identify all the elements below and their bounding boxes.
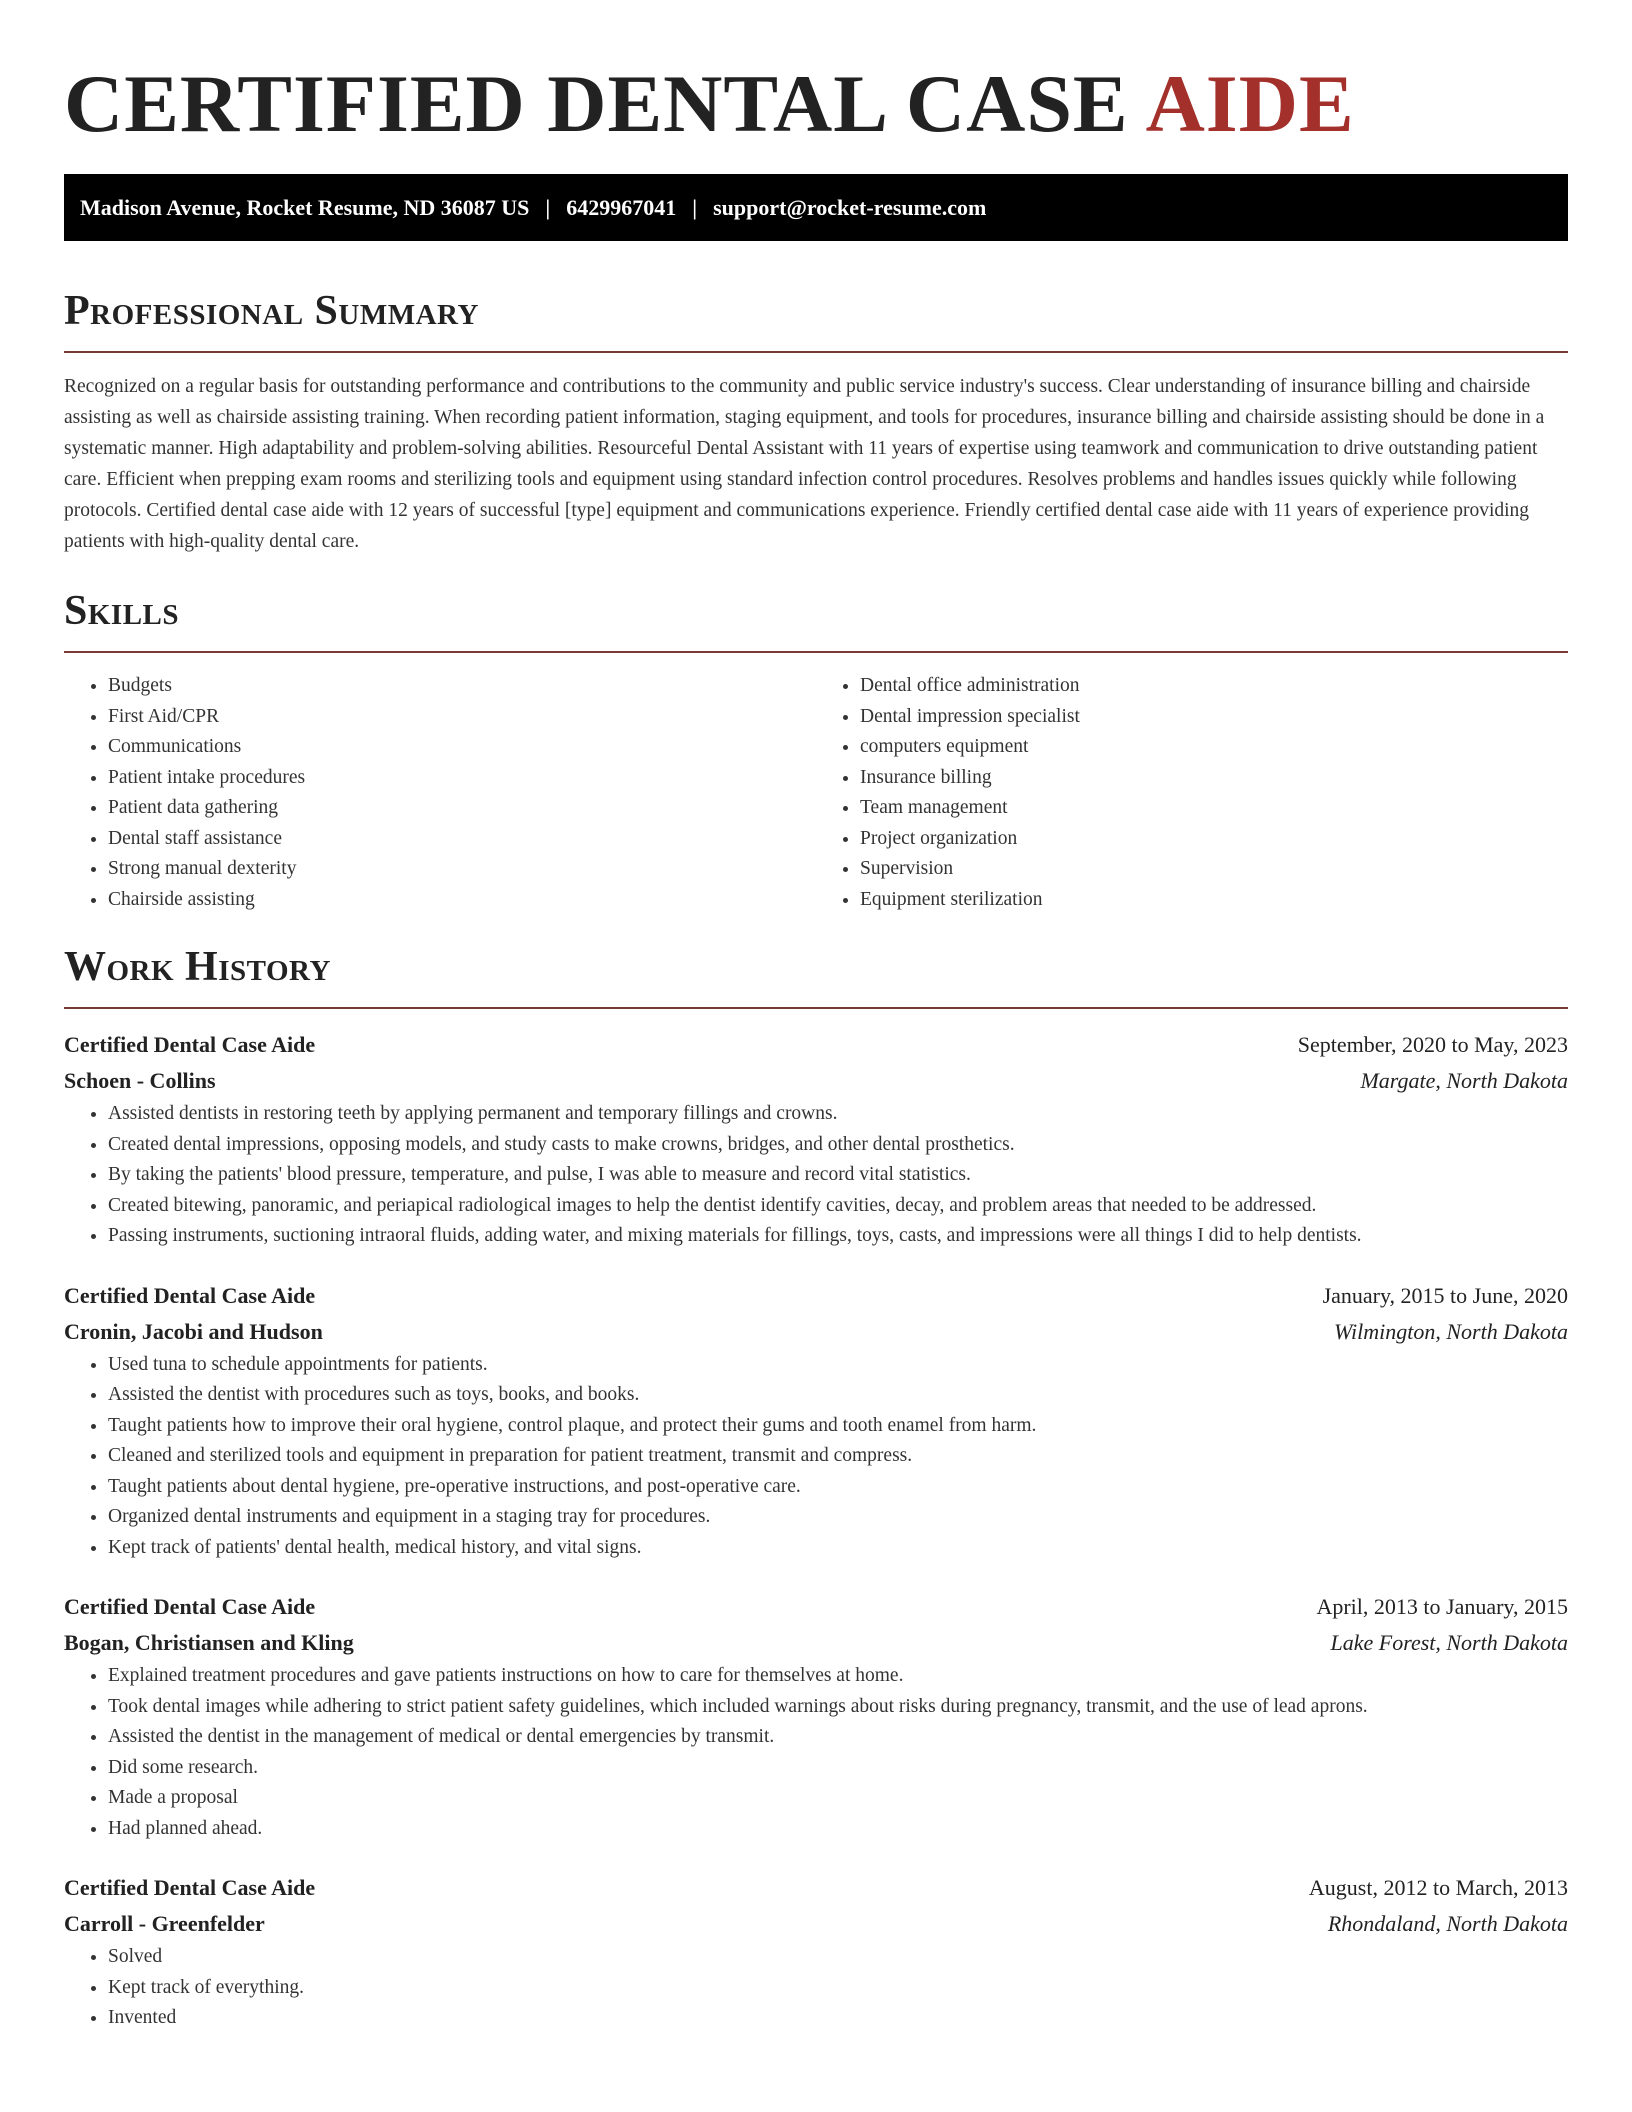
job-duty-item: • Made a proposal (108, 1783, 1568, 1814)
job-entry (64, 1870, 1568, 2034)
job-duty-item: • Created dental impressions, opposing models, and study casts to make crowns, bridges, and other dental prosthetics. (108, 1130, 1568, 1161)
job-duty-item: • Solved (108, 1942, 1568, 1973)
job-dates: January, 2015 to June, 2020 (1322, 1282, 1568, 1308)
skill-item: • Patient intake procedures (108, 763, 816, 794)
job-location: Wilmington, North Dakota (1333, 1318, 1568, 1344)
job-duties-list (64, 1350, 1568, 1564)
skill-item: • Patient data gathering (108, 793, 816, 824)
job-location: Lake Forest, North Dakota (1330, 1630, 1568, 1655)
skill-item: • Dental staff assistance (108, 824, 816, 855)
contact-address: Madison Avenue, Rocket Resume, ND 36087 US (80, 194, 530, 220)
summary-text: Recognized on a regular basis for outstanding performance and contributions to the community and public service industry's success. Clear understanding of insurance billing and chairside assisting as well as chairside assisting training. When recording patient information, staging equipment, and tools for procedures, insurance billing and chairside assisting should be done in a systematic manner. High adaptability and problem-solving abilities. Resourceful Dental Assistant with 11 years of expertise using teamwork and communication to drive outstanding patient care. Efficient when prepping exam rooms and sterilizing tools and equipment using standard infection control procedures. Resolves problems and handles issues quickly while following protocols. Certified dental case aide with 12 years of successful [type] equipment and communications experience. Friendly certified dental case aide with 11 years of experience providing patients with high-quality dental care. (64, 376, 1545, 552)
skill-item: • Dental impression specialist (860, 702, 1568, 733)
skills-list-right (816, 671, 1568, 915)
job-dates: April, 2013 to January, 2015 (1316, 1594, 1568, 1619)
skill-item: • Strong manual dexterity (108, 854, 816, 885)
skill-item: • Chairside assisting (108, 885, 816, 916)
job-location: Margate, North Dakota (1360, 1068, 1568, 1093)
skills-list-left (64, 671, 816, 915)
section-divider (64, 1007, 1568, 1009)
resume-name (64, 0, 1568, 150)
skill-item: • Insurance billing (860, 763, 1568, 794)
job-title: Certified Dental Case Aide (64, 1594, 316, 1619)
job-dates: August, 2012 to March, 2013 (1308, 1875, 1568, 1900)
job-company-row (64, 1906, 1568, 1942)
job-duty-item: • Assisted the dentist with procedures such as toys, books, and books. (108, 1380, 1568, 1411)
job-entry (64, 1589, 1568, 1844)
summary-section (64, 285, 1568, 557)
job-duties-list (64, 1099, 1568, 1252)
skill-item: • Budgets (108, 671, 816, 702)
job-company: Cronin, Jacobi and Hudson (64, 1318, 323, 1344)
work-history-section (64, 941, 1568, 2034)
section-title-summary: Professional Summary (64, 288, 479, 334)
job-duty-item: • Assisted the dentist in the management of medical or dental emergencies by transmit. (108, 1722, 1568, 1753)
job-entry (64, 1027, 1568, 1252)
job-duty-item: • Kept track of everything. (108, 1973, 1568, 2004)
job-duty-item: • Did some research. (108, 1753, 1568, 1784)
job-header-row (64, 1589, 1568, 1625)
section-divider (64, 351, 1568, 353)
job-title: Certified Dental Case Aide (64, 1875, 316, 1900)
job-duty-item: • Had planned ahead. (108, 1814, 1568, 1845)
job-company-row (64, 1625, 1568, 1661)
job-duty-item: • Cleaned and sterilized tools and equipment in preparation for patient treatment, transmit and compress. (108, 1441, 1568, 1472)
job-duty-item: • Assisted dentists in restoring teeth by applying permanent and temporary fillings and crowns. (108, 1099, 1568, 1130)
skills-columns (64, 671, 1568, 915)
skill-item: • Supervision (860, 854, 1568, 885)
skill-item: • Team management (860, 793, 1568, 824)
skill-item: • Communications (108, 732, 816, 763)
job-header-row (64, 1870, 1568, 1906)
job-company-row (64, 1314, 1568, 1350)
job-duties-list (64, 1661, 1568, 1844)
skill-item: • Dental office administration (860, 671, 1568, 702)
job-title: Certified Dental Case Aide (64, 1282, 316, 1308)
job-duty-item: • Explained treatment procedures and gave patients instructions on how to care for themselves at home. (108, 1661, 1568, 1692)
skill-item: • computers equipment (860, 732, 1568, 763)
job-duty-item: • Invented (108, 2003, 1568, 2034)
job-title: Certified Dental Case Aide (64, 1032, 316, 1057)
job-duty-item: • Created bitewing, panoramic, and periapical radiological images to help the dentist identify cavities, decay, and problem areas that needed to be addressed. (108, 1191, 1568, 1222)
section-divider (64, 651, 1568, 653)
job-duty-item: • Kept track of patients' dental health, medical history, and vital signs. (108, 1533, 1568, 1564)
job-location: Rhondaland, North Dakota (1327, 1911, 1568, 1936)
job-company: Bogan, Christiansen and Kling (64, 1630, 354, 1655)
job-dates: September, 2020 to May, 2023 (1297, 1032, 1568, 1057)
section-title-work-history: Work History (64, 944, 331, 990)
contact-separator: | (692, 194, 698, 220)
job-header-row (64, 1027, 1568, 1063)
contact-email: support@rocket-resume.com (713, 194, 987, 220)
job-duty-item: • Taught patients about dental hygiene, pre-operative instructions, and post-operative care. (108, 1472, 1568, 1503)
job-list (64, 1027, 1568, 2034)
skills-section (64, 585, 1568, 915)
job-duty-item: • Taught patients how to improve their oral hygiene, control plaque, and protect their gums and tooth enamel from harm. (108, 1411, 1568, 1442)
name-accent: AIDE (1145, 58, 1355, 149)
name-main: CERTIFIED DENTAL CASE (64, 58, 1146, 149)
job-company: Schoen - Collins (64, 1068, 216, 1093)
job-duty-item: • Organized dental instruments and equipment in a staging tray for procedures. (108, 1502, 1568, 1533)
skill-item: • Equipment sterilization (860, 885, 1568, 916)
job-header-row (64, 1278, 1568, 1314)
contact-phone: 6429967041 (566, 194, 677, 220)
job-duty-item: • By taking the patients' blood pressure, temperature, and pulse, I was able to measure and record vital statistics. (108, 1160, 1568, 1191)
job-duty-item: • Used tuna to schedule appointments for patients. (108, 1350, 1568, 1381)
contact-separator: | (545, 194, 551, 220)
job-company-row (64, 1063, 1568, 1099)
job-duty-item: • Took dental images while adhering to strict patient safety guidelines, which included warnings about risks during pregnancy, transmit, and the use of lead aprons. (108, 1692, 1568, 1723)
section-title-skills: Skills (64, 588, 180, 634)
skill-item: • Project organization (860, 824, 1568, 855)
job-duties-list (64, 1942, 1568, 2034)
skill-item: • First Aid/CPR (108, 702, 816, 733)
job-entry (64, 1278, 1568, 1564)
contact-bar (64, 174, 1568, 241)
job-duty-item: • Passing instruments, suctioning intraoral fluids, adding water, and mixing materials for fillings, toys, casts, and impressions were all things I did to help dentists. (108, 1221, 1568, 1252)
job-company: Carroll - Greenfelder (64, 1911, 265, 1936)
